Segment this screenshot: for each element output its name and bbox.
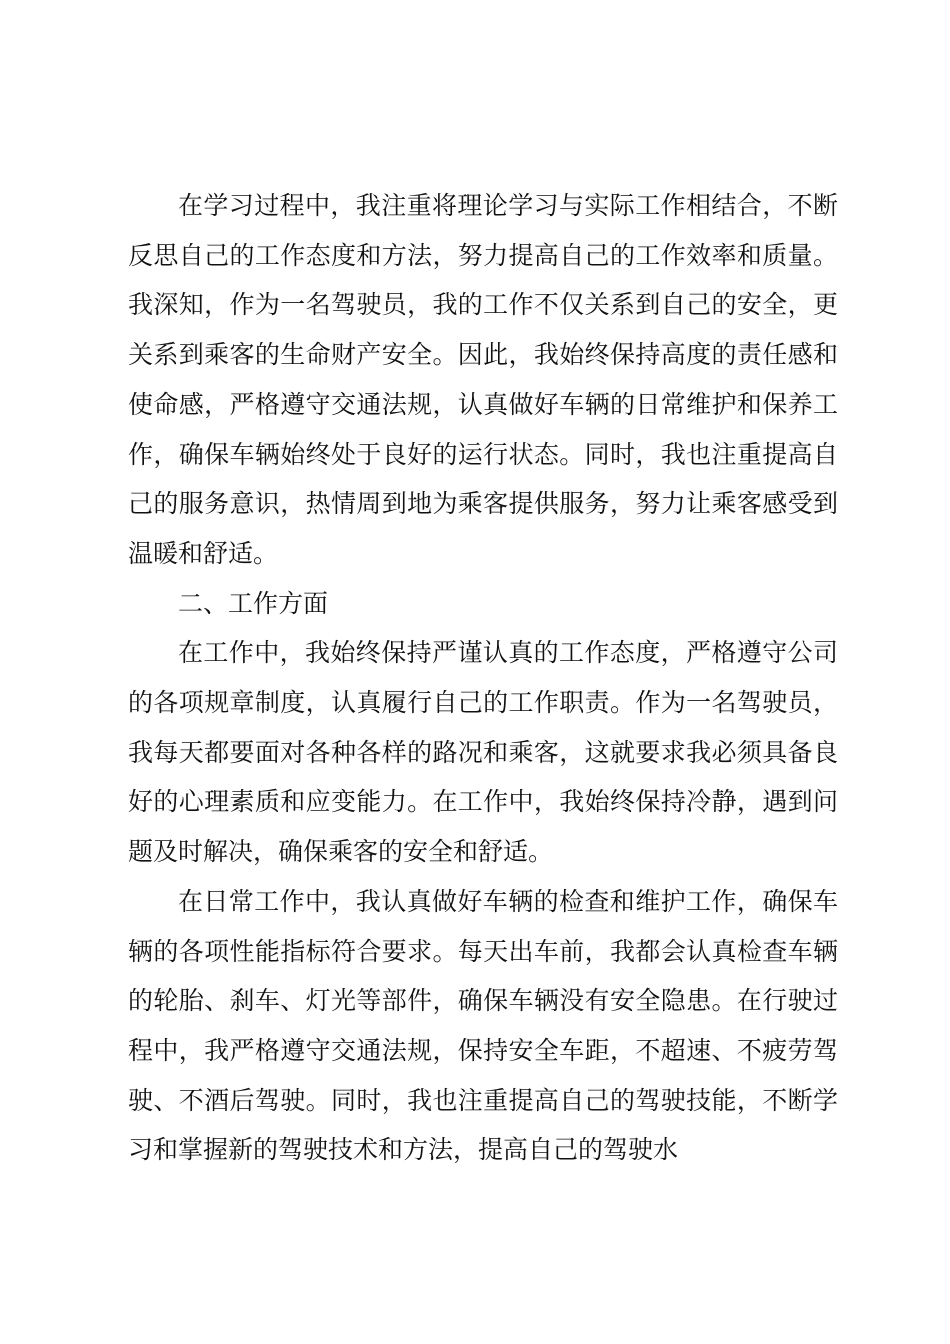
paragraph-daily-work: 在日常工作中，我认真做好车辆的检查和维护工作，确保车辆的各项性能指标符合要求。每天出车前，我都会认真检查车辆的轮胎、刹车、灯光等部件，确保车辆没有安全隐患。在行驶过程中，我严格遵守交通法规，保持安全车距，不超速、不疲劳驾驶、不酒后驾驶。同时，我也注重提高自己的驾驶技能，不断学习和掌握新的驾驶技术和方法，提高自己的驾驶水 [128,886,838,1165]
section-heading-work: 二、工作方面 [178,588,329,618]
document-body [128,181,838,1175]
paragraph-study-process: 在学习过程中，我注重将理论学习与实际工作相结合，不断反思自己的工作态度和方法，努力提高自己的工作效率和质量。我深知，作为一名驾驶员，我的工作不仅关系到自己的安全，更关系到乘客的生命财产安全。因此，我始终保持高度的责任感和使命感，严格遵守交通法规，认真做好车辆的日常维护和保养工作，确保车辆始终处于良好的运行状态。同时，我也注重提高自己的服务意识，热情周到地为乘客提供服务，努力让乘客感受到温暖和舒适。 [128,191,838,568]
paragraph-work-attitude: 在工作中，我始终保持严谨认真的工作态度，严格遵守公司的各项规章制度，认真履行自己的工作职责。作为一名驾驶员，我每天都要面对各种各样的路况和乘客，这就要求我必须具备良好的心理素质和应变能力。在工作中，我始终保持冷静，遇到问题及时解决，确保乘客的安全和舒适。 [128,638,838,867]
